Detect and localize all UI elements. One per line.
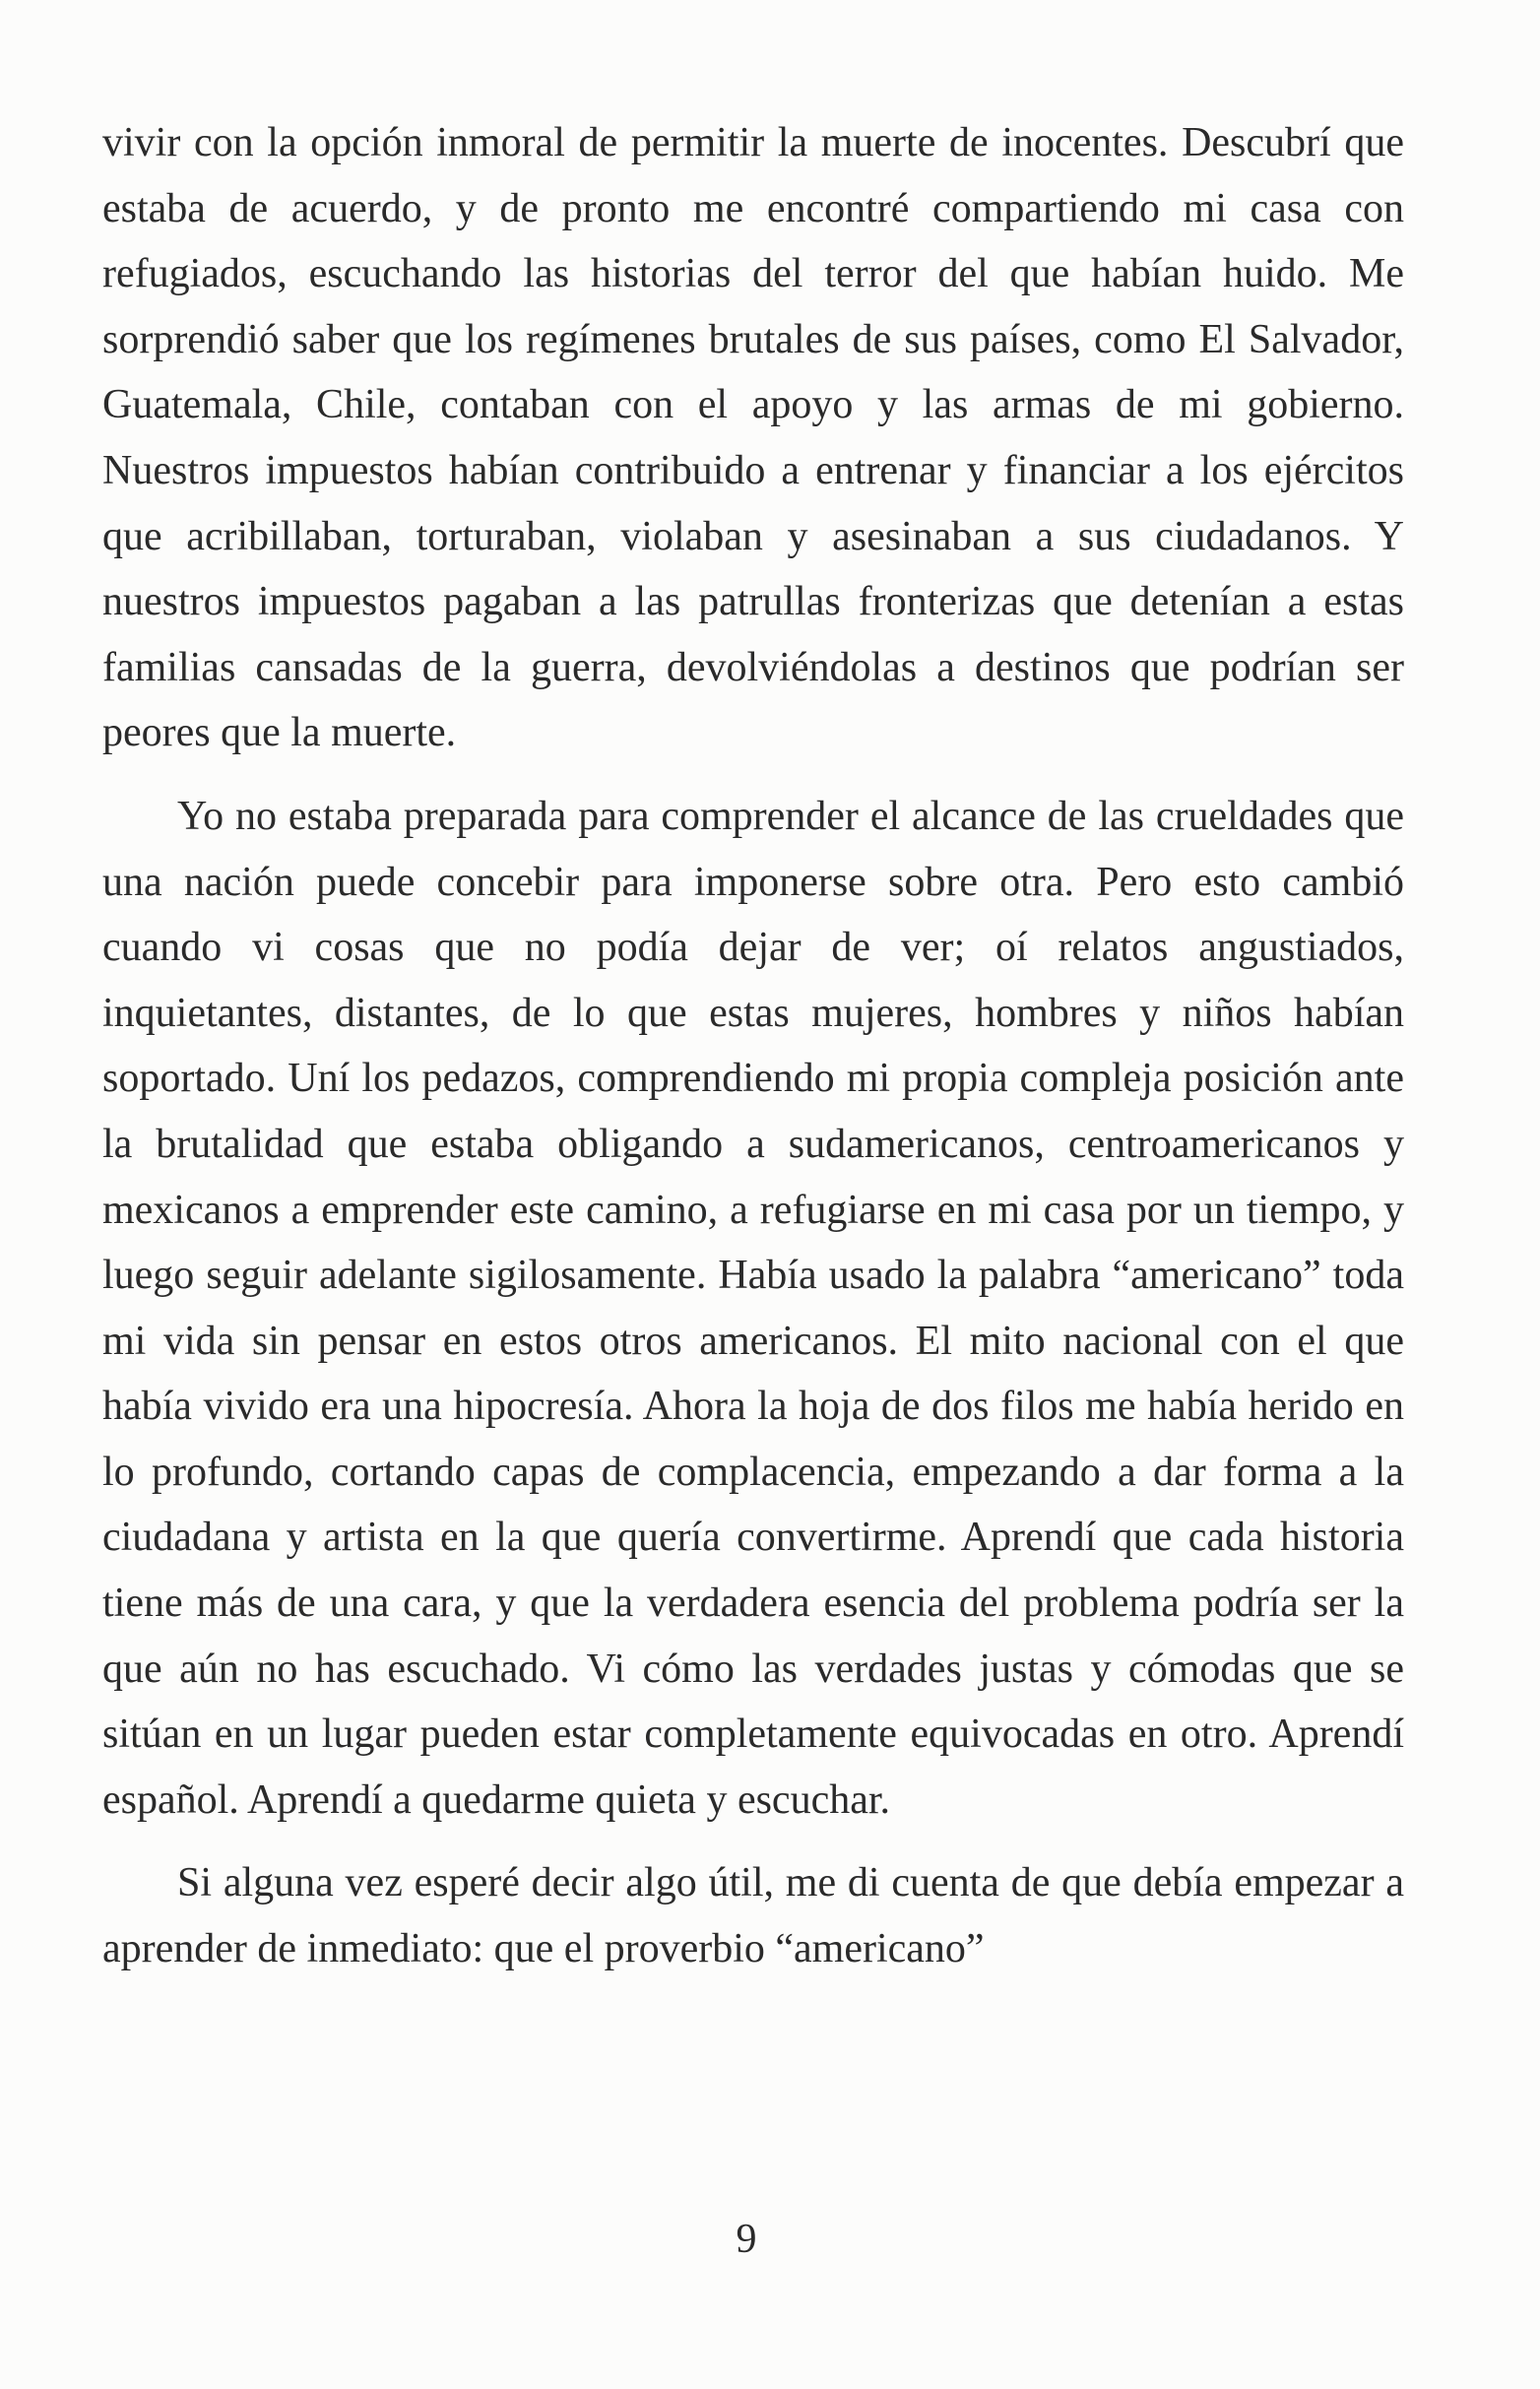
page-number: 9: [736, 2217, 757, 2262]
paragraph-1: vivir con la opción inmoral de permitir la muerte de inocentes. Descubrí que estaba de acuerdo, y de pronto me encontré compartiendo mi casa con refugiados, escuchando las historias del terror del que habían huido. Me sorprendió saber que los regímenes brutales de sus países, como El Salvador, Guatemala, Chile, contaban con el apoyo y las armas de mi gobierno. Nuestros impuestos habían contribuido a entrenar y financiar a los ejércitos que acribillaban, torturaban, violaban y asesinaban a sus ciudadanos. Y nuestros impuestos pagaban a las patrullas fronterizas que detenían a estas familias cansadas de la guerra, devolviéndolas a destinos que podrían ser peores que la muerte.: [102, 120, 1404, 756]
paragraph-3: Si alguna vez esperé decir algo útil, me di cuenta de que debía empezar a aprender de inmediato: que el proverbio “americano”: [102, 1860, 1404, 1972]
body-text: [102, 110, 1404, 1982]
paragraph-2: Yo no estaba preparada para comprender el alcance de las crueldades que una nación puede concebir para imponerse sobre otra. Pero esto cambió cuando vi cosas que no podía dejar de ver; oí relatos angustiados, inquietantes, distantes, de lo que estas mujeres, hombres y niños habían soportado. Uní los pedazos, comprendiendo mi propia compleja posición ante la brutalidad que estaba obligando a sudamericanos, centroamericanos y mexicanos a emprender este camino, a refugiarse en mi casa por un tiempo, y luego seguir adelante sigilosamente. Había usado la palabra “americano” toda mi vida sin pensar en estos otros americanos. El mito nacional con el que había vivido era una hipocresía. Ahora la hoja de dos filos me había herido en lo profundo, cortando capas de complacencia, empezando a dar forma a la ciudadana y artista en la que quería convertirme. Aprendí que cada historia tiene más de una cara, y que la verdadera esencia del problema podría ser la que aún no has escuchado. Vi cómo las verdades justas y cómodas que se sitúan en un lugar pueden estar completamente equivocadas en otro. Aprendí español. Aprendí a quedarme quieta y escuchar.: [102, 793, 1404, 1823]
